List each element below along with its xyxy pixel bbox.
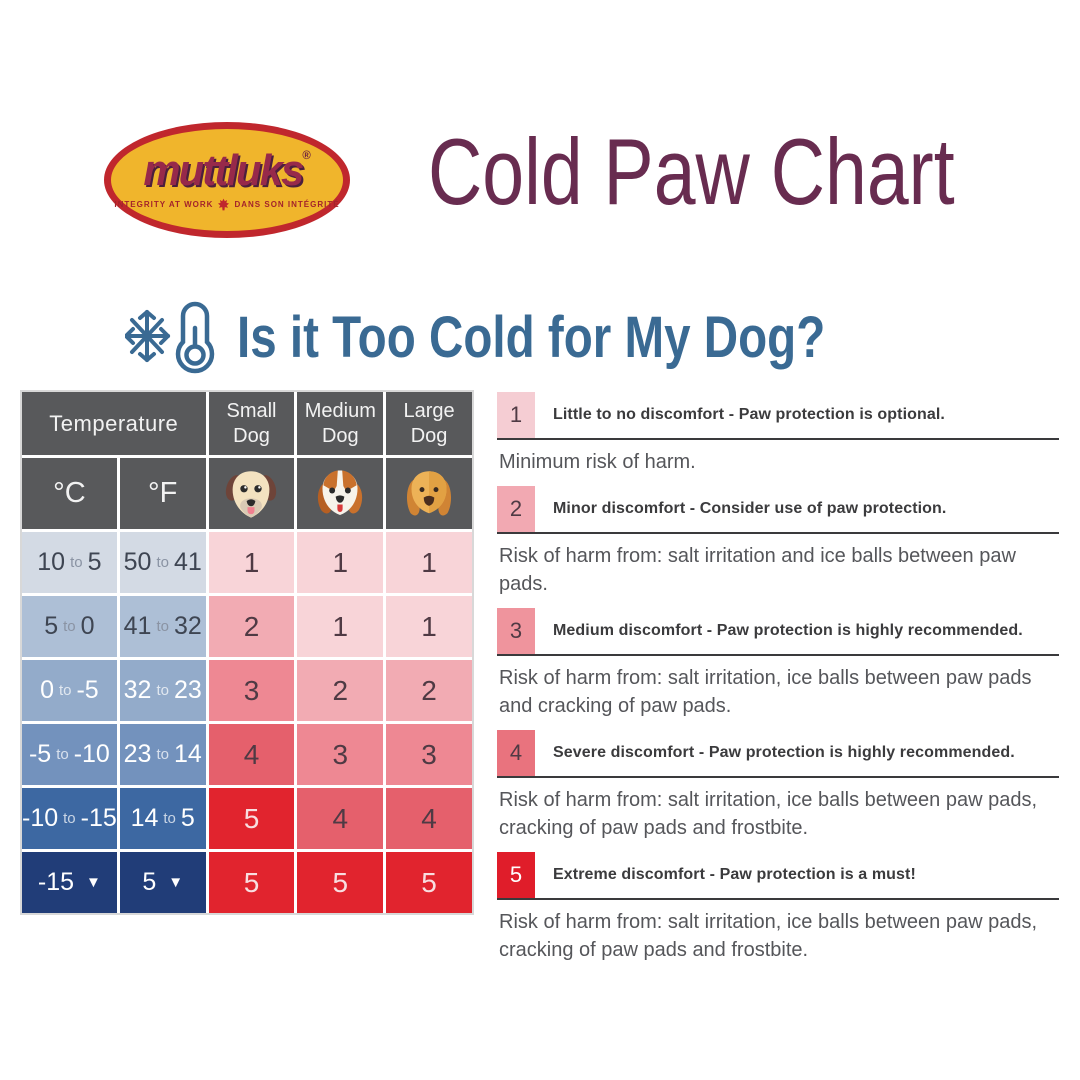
to-label: to — [163, 810, 176, 827]
maple-leaf-icon — [217, 198, 230, 211]
page-title: Cold Paw Chart — [428, 119, 955, 224]
rating-cell: 1 — [297, 596, 383, 657]
legend-title: Little to no discomfort - Paw protection is optional. — [553, 406, 945, 423]
temp-f-cell — [120, 724, 206, 785]
brand-name — [143, 146, 311, 195]
subtitle-row — [0, 292, 1080, 382]
to-label: to — [156, 682, 169, 699]
legend-item-3 — [497, 608, 1059, 720]
fahrenheit-header: °F — [120, 458, 206, 529]
temp-f-cell — [120, 660, 206, 721]
to-label: to — [156, 618, 169, 635]
temp-from: -15 — [37, 868, 75, 896]
tagline-right: DANS SON INTÉGRITÉ — [234, 200, 340, 209]
rating-cell: 1 — [386, 532, 472, 593]
legend-level-badge: 5 — [497, 852, 535, 898]
temp-from: -10 — [22, 804, 59, 832]
rating-cell: 5 — [386, 852, 472, 913]
legend-head — [497, 392, 1059, 440]
to-label: to — [156, 554, 169, 571]
temp-f-cell — [120, 788, 206, 849]
registered-mark: ® — [302, 148, 311, 162]
to-label: to — [70, 554, 83, 571]
rating-cell: 1 — [386, 596, 472, 657]
temp-from: 14 — [130, 804, 159, 832]
temp-to: 5 — [180, 804, 195, 832]
medium-dog-icon — [297, 458, 383, 529]
rating-cell: 3 — [209, 660, 295, 721]
temp-f-cell — [120, 596, 206, 657]
small-dog-icon — [209, 458, 295, 529]
temp-to: 32 — [173, 612, 202, 640]
brand-tagline — [114, 198, 339, 211]
temp-from: -5 — [28, 740, 52, 768]
legend-description: Risk of harm from: salt irritation, ice balls between paw pads, cracking of paw pads and frostbite. — [499, 911, 1037, 961]
temp-c-cell — [22, 788, 117, 849]
legend-head — [497, 852, 1059, 900]
to-label: to — [56, 746, 69, 763]
tagline-left: INTEGRITY AT WORK — [114, 200, 214, 209]
temp-c-below-cell — [22, 852, 117, 913]
rating-cell: 2 — [297, 660, 383, 721]
legend-level-badge: 1 — [497, 392, 535, 438]
legend-description: Risk of harm from: salt irritation, ice balls between paw pads, cracking of paw pads and frostbite. — [499, 789, 1037, 839]
cold-paw-table — [22, 392, 472, 913]
legend-head — [497, 730, 1059, 778]
rating-cell: 1 — [297, 532, 383, 593]
snowflake-thermometer-icon — [125, 298, 225, 376]
temp-to: -5 — [76, 676, 99, 704]
legend-description: Risk of harm from: salt irritation and ice balls between paw pads. — [499, 545, 1016, 595]
to-label: to — [156, 746, 169, 763]
legend-level-badge: 3 — [497, 608, 535, 654]
rating-cell: 4 — [209, 724, 295, 785]
legend-title: Severe discomfort - Paw protection is highly recommended. — [553, 744, 1015, 761]
temp-f-cell — [120, 532, 206, 593]
brand-text: muttluks — [143, 146, 303, 195]
small-dog-header: Small Dog — [209, 392, 295, 455]
temp-to: -10 — [73, 740, 110, 768]
below-arrow-icon: ▼ — [86, 874, 101, 891]
temp-from: 41 — [123, 612, 152, 640]
temp-from: 5 — [44, 612, 59, 640]
temp-c-cell — [22, 532, 117, 593]
large-dog-header: Large Dog — [386, 392, 472, 455]
large-dog-icon — [386, 458, 472, 529]
rating-legend — [497, 392, 1059, 974]
rating-cell: 4 — [386, 788, 472, 849]
legend-head — [497, 486, 1059, 534]
to-label: to — [58, 682, 72, 699]
temp-to: 0 — [80, 612, 95, 640]
legend-item-5 — [497, 852, 1059, 964]
temp-to: -15 — [80, 804, 117, 832]
rating-cell: 1 — [209, 532, 295, 593]
temp-to: 23 — [173, 676, 202, 704]
rating-cell: 2 — [209, 596, 295, 657]
celsius-header: °C — [22, 458, 117, 529]
rating-cell: 2 — [386, 660, 472, 721]
legend-description: Risk of harm from: salt irritation, ice balls between paw pads and cracking of paw pads. — [499, 667, 1032, 717]
temperature-header: Temperature — [22, 392, 206, 455]
temp-from: 10 — [37, 548, 66, 576]
temp-f-below-cell — [120, 852, 206, 913]
temp-to: 5 — [87, 548, 102, 576]
legend-item-2 — [497, 486, 1059, 598]
legend-title: Extreme discomfort - Paw protection is a must! — [553, 866, 916, 883]
temp-to: 41 — [173, 548, 202, 576]
legend-title: Medium discomfort - Paw protection is highly recommended. — [553, 622, 1023, 639]
to-label: to — [63, 810, 76, 827]
legend-item-1 — [497, 392, 1059, 476]
temp-from: 0 — [40, 676, 54, 704]
rating-cell: 4 — [297, 788, 383, 849]
temp-from: 5 — [142, 868, 157, 896]
to-label: to — [63, 618, 76, 635]
temp-from: 32 — [123, 676, 152, 704]
subtitle-text: Is it Too Cold for My Dog? — [237, 304, 826, 370]
rating-cell: 5 — [297, 852, 383, 913]
temp-c-cell — [22, 724, 117, 785]
temp-to: 14 — [173, 740, 202, 768]
temp-c-cell — [22, 596, 117, 657]
temp-from: 23 — [123, 740, 152, 768]
medium-dog-header: Medium Dog — [297, 392, 383, 455]
legend-description: Minimum risk of harm. — [499, 451, 696, 473]
legend-item-4 — [497, 730, 1059, 842]
below-arrow-icon: ▼ — [168, 874, 184, 891]
legend-head — [497, 608, 1059, 656]
temp-c-cell — [22, 660, 117, 721]
legend-level-badge: 4 — [497, 730, 535, 776]
rating-cell: 5 — [209, 788, 295, 849]
rating-cell: 5 — [209, 852, 295, 913]
muttluks-logo — [104, 122, 350, 238]
legend-level-badge: 2 — [497, 486, 535, 532]
temp-from: 50 — [123, 548, 152, 576]
legend-title: Minor discomfort - Consider use of paw protection. — [553, 500, 947, 517]
rating-cell: 3 — [297, 724, 383, 785]
rating-cell: 3 — [386, 724, 472, 785]
